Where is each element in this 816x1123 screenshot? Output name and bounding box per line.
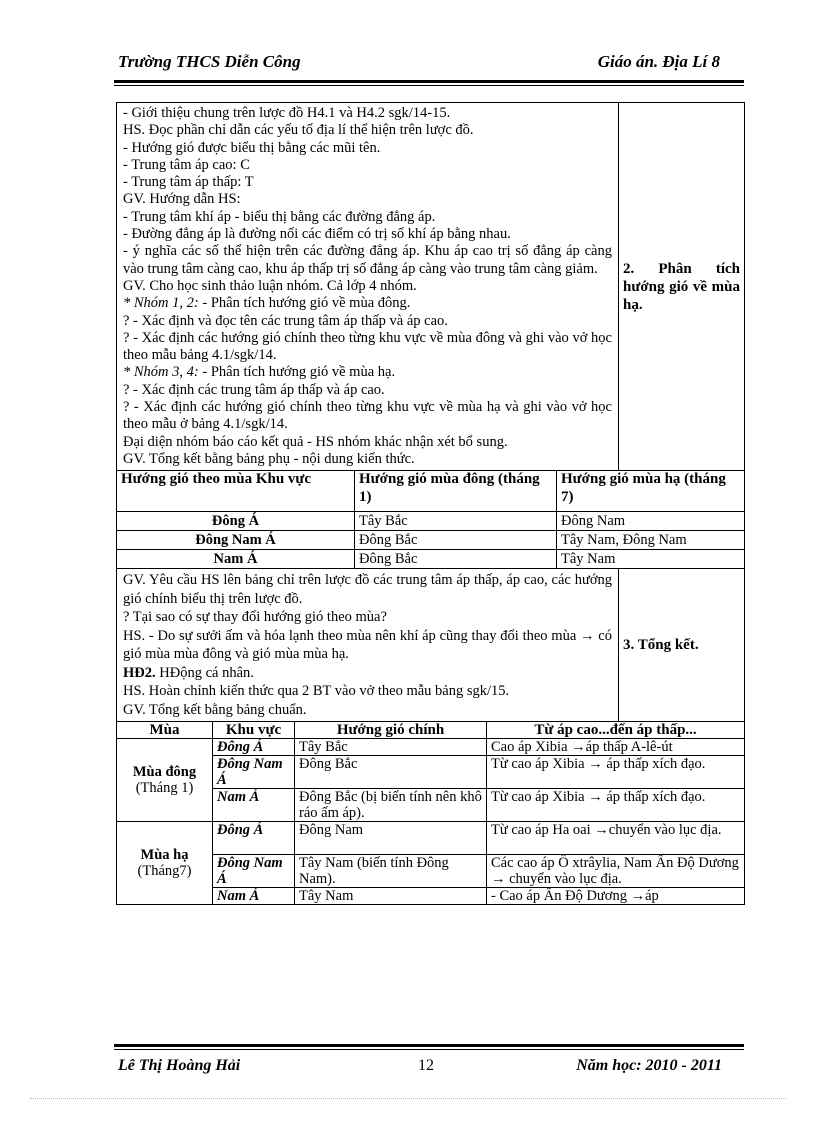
summary-table-header xyxy=(117,722,745,739)
page-number: 12 xyxy=(418,1057,434,1074)
region-cell: Nam Á xyxy=(213,789,295,822)
table-row xyxy=(117,550,745,569)
header-region: Khu vực xyxy=(213,722,295,739)
section-title-3: 3. Tổng kết. xyxy=(619,569,745,722)
wind-header-winter: Hướng gió mùa đông (tháng 1) xyxy=(355,471,557,512)
header-wind: Hướng gió chính xyxy=(295,722,487,739)
footer-rule-thin xyxy=(114,1049,744,1050)
text-line: - Giới thiệu chung trên lược đồ H4.1 và H4.2 sgk/14-15. xyxy=(123,105,451,121)
path-cell: Các cao áp Ô xtrâylia, Nam Ấn Độ Dương → chuyển vào lục địa. xyxy=(487,855,745,888)
summary-body xyxy=(117,569,619,722)
season-label: Mùa đông xyxy=(132,764,197,781)
lesson-frame xyxy=(116,102,744,905)
table-row xyxy=(117,512,745,531)
winter-cell: Tây Bắc xyxy=(355,512,557,531)
region-cell: Nam Á xyxy=(117,550,355,569)
question-line: ? - Xác định các hướng gió chính theo từng khu vực về mùa hạ và ghi vào vở học theo mẫu ở bảng 4.1/sgk/14. xyxy=(123,399,612,433)
path-cell: Từ cao áp Xibia → áp thấp xích đạo. xyxy=(487,789,745,822)
season-summer xyxy=(117,822,213,905)
region-cell: Đông Nam Á xyxy=(213,756,295,789)
question-line: ? - Xác định các hướng gió chính theo từng khu vực về mùa đông và ghi vào vở học theo mẫu bảng 4.1/sgk/14. xyxy=(123,329,612,364)
text-line: HS. Đọc phần chỉ dẫn các yếu tố địa lí thể hiện trên lược đồ. xyxy=(123,122,474,139)
question-line: ? - Xác định và đọc tên các trung tâm áp thấp và áp cao. xyxy=(123,312,448,329)
text-line: - Trung tâm áp cao: C xyxy=(123,156,250,173)
summer-cell: Tây Nam xyxy=(557,550,745,569)
wind-cell: Đông Bắc xyxy=(295,756,487,789)
page-edge xyxy=(30,1098,786,1099)
region-cell: Đông Á xyxy=(213,822,295,855)
wind-cell: Tây Nam xyxy=(295,888,487,905)
group-task: - Phân tích hướng gió về mùa đông. xyxy=(198,295,411,312)
wind-header-region: Hướng gió theo mùa Khu vực xyxy=(117,471,355,512)
header-subject: Giáo án. Địa Lí 8 xyxy=(597,52,720,71)
section-title-2: 2. Phân tích hướng gió về mùa hạ. xyxy=(619,103,745,471)
text-line: GV. Yêu cầu HS lên bảng chỉ trên lược đồ các trung tâm áp thấp, áp cao, các hướng gió chính biểu thị trên lược đồ. xyxy=(123,572,612,607)
text-line: - Trung tâm khí áp - biểu thị bằng các đường đẳng áp. xyxy=(123,208,436,225)
path-cell: - Cao áp Ấn Độ Dương →áp xyxy=(487,888,745,905)
header-rule xyxy=(114,80,744,83)
season-month: (Tháng7) xyxy=(137,863,192,880)
group-3-4 xyxy=(123,364,612,381)
header-path: Từ áp cao...đến áp thấp... xyxy=(487,722,745,739)
group-task: - Phân tích hướng gió về mùa hạ. xyxy=(198,364,396,381)
table-row xyxy=(117,822,745,855)
wind-cell: Tây Nam (biến tính Đông Nam). xyxy=(295,855,487,888)
activity-text: HĐộng cá nhân. xyxy=(155,664,254,681)
text-line: GV. Cho học sinh thảo luận nhóm. Cả lớp 4 nhóm. xyxy=(123,277,417,294)
table-row xyxy=(117,531,745,550)
header-season: Mùa xyxy=(117,722,213,739)
text-line: - Hướng gió được biểu thị bằng các mũi tên. xyxy=(123,139,381,156)
question-line: ? - Xác định các trung tâm áp thấp và áp cao. xyxy=(123,381,385,398)
season-month: (Tháng 1) xyxy=(135,780,194,797)
path-cell: Từ cao áp Xibia → áp thấp xích đạo. xyxy=(487,756,745,789)
region-cell: Đông Á xyxy=(117,512,355,531)
season-label: Mùa hạ xyxy=(140,847,189,864)
summer-cell: Tây Nam, Đông Nam xyxy=(557,531,745,550)
lesson-part-3 xyxy=(116,568,745,722)
path-cell: Cao áp Xibia →áp thấp A-lê-út xyxy=(487,739,745,756)
path-cell: Từ cao áp Ha oai →chuyển vào lục địa. xyxy=(487,822,745,855)
text-line: GV. Tổng kết bằng bảng chuẩn. xyxy=(123,701,307,718)
text-line: - ý nghĩa các số thể hiện trên các đường đẳng áp. Khu áp cao trị số đẳng áp càng vào trung tâm càng cao, khu áp thấp trị số đẳng áp càng vào trung tâm càng giảm. xyxy=(123,243,612,277)
summer-cell: Đông Nam xyxy=(557,512,745,531)
header-school: Trường THCS Diễn Công xyxy=(118,52,301,71)
activity-label: HĐ2. xyxy=(123,664,156,681)
table-row xyxy=(117,739,745,756)
text-line: - Trung tâm áp thấp: T xyxy=(123,174,254,191)
text-line: - Đường đẳng áp là đường nối các điểm có trị số khí áp bằng nhau. xyxy=(123,226,511,243)
wind-cell: Đông Bắc (bị biến tính nên khô ráo ấm áp). xyxy=(295,789,487,822)
text-line: HS. Hoàn chỉnh kiến thức qua 2 BT vào vở theo mẫu bảng sgk/15. xyxy=(123,683,510,700)
footer-school-year: Năm học: 2010 - 2011 xyxy=(576,1057,722,1074)
lesson-body xyxy=(117,103,619,471)
summary-table xyxy=(116,721,745,905)
lesson-part-2 xyxy=(116,102,745,471)
header-rule-thin xyxy=(114,85,744,86)
wind-header-summer: Hướng gió mùa hạ (tháng 7) xyxy=(557,471,745,512)
activity-line xyxy=(123,664,612,683)
season-winter xyxy=(117,739,213,822)
text-line: GV. Tổng kết bằng bảng phụ - nội dung kiến thức. xyxy=(123,450,415,467)
group-1-2 xyxy=(123,295,612,312)
region-cell: Đông Nam Á xyxy=(213,855,295,888)
question-line: ? Tại sao có sự thay đổi hướng gió theo mùa? xyxy=(123,609,387,626)
region-cell: Đông Nam Á xyxy=(117,531,355,550)
wind-table xyxy=(116,470,745,569)
winter-cell: Đông Bắc xyxy=(355,531,557,550)
wind-table-header xyxy=(117,471,745,512)
footer-rule xyxy=(114,1044,744,1047)
wind-cell: Đông Nam xyxy=(295,822,487,855)
wind-cell: Tây Bắc xyxy=(295,739,487,756)
text-line: HS. - Do sự sưởi ấm và hóa lạnh theo mùa nên khí áp cũng thay đổi theo mùa → có gió mùa mùa đông và gió mùa mùa hạ. xyxy=(123,627,612,663)
region-cell: Đông Á xyxy=(213,739,295,756)
region-cell: Nam Á xyxy=(213,888,295,905)
group-label: * Nhóm 3, 4: xyxy=(123,364,199,381)
footer-author: Lê Thị Hoàng Hải xyxy=(118,1057,241,1074)
text-line: GV. Hướng dẫn HS: xyxy=(123,191,241,208)
text-line: Đại diện nhóm báo cáo kết quả - HS nhóm khác nhận xét bổ sung. xyxy=(123,433,508,450)
winter-cell: Đông Bắc xyxy=(355,550,557,569)
group-label: * Nhóm 1, 2: xyxy=(123,295,199,312)
